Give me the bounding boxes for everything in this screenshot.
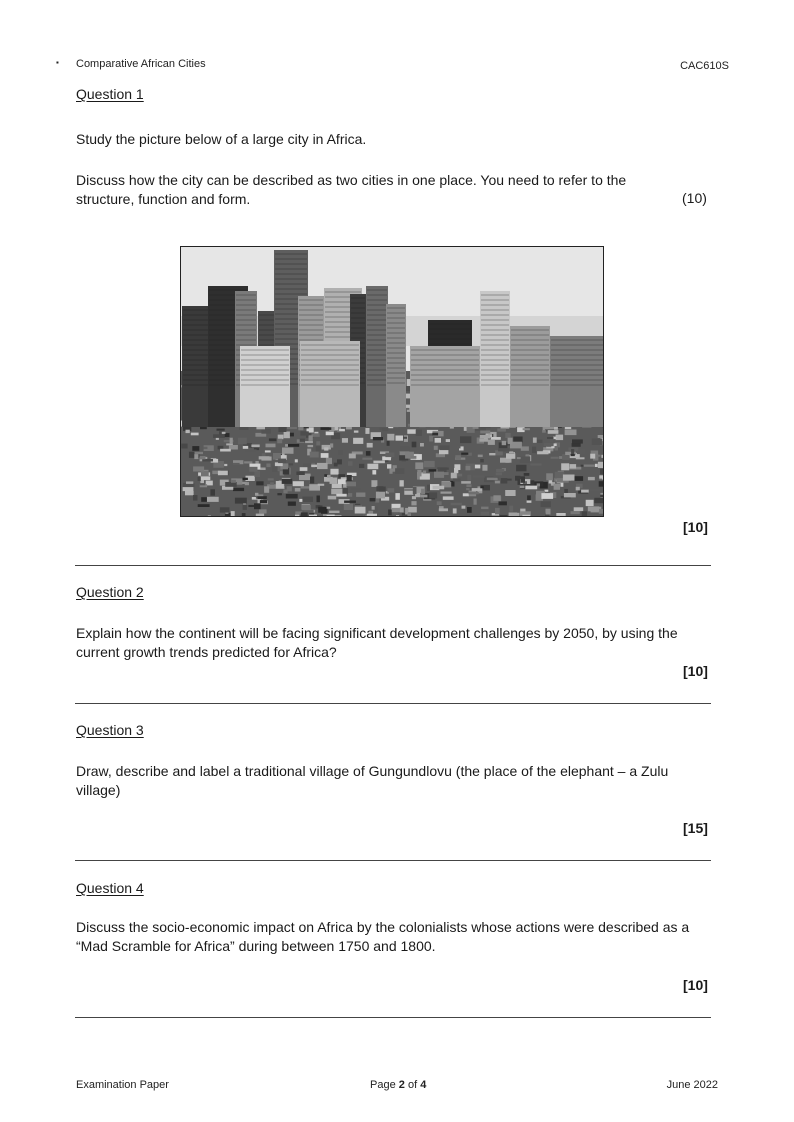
photo-tower (182, 306, 212, 427)
page-current: 2 (398, 1079, 405, 1091)
question-3-text: Draw, describe and label a traditional village of Gungundlovu (the place of the elephant – a Zulu village) (76, 763, 669, 798)
photo-tower (300, 341, 360, 427)
page-of: of (407, 1079, 418, 1091)
bullet-mark: ▪ (56, 58, 59, 67)
photo-tower (510, 326, 550, 427)
question-3-total: [15] (683, 820, 708, 836)
page-number (370, 1079, 426, 1091)
divider-1 (75, 565, 711, 566)
question-4-total: [10] (683, 977, 708, 993)
question-2-title: Question 2 (76, 584, 144, 600)
course-name: Comparative African Cities (76, 58, 206, 70)
course-code: CAC610S (680, 60, 729, 72)
divider-3 (75, 860, 711, 861)
divider-2 (75, 703, 711, 704)
question-2-text: Explain how the continent will be facing significant development challenges by 2050, by using the current growth trends predicted for Africa? (76, 625, 678, 660)
footer-date: June 2022 (666, 1079, 718, 1091)
city-photo (180, 246, 604, 517)
question-4-title: Question 4 (76, 880, 144, 896)
divider-4 (75, 1017, 711, 1018)
question-4-text: Discuss the socio-economic impact on Africa by the colonialists whose actions were described as a “Mad Scramble for Africa” during between 1750 and 1800. (76, 919, 690, 954)
footer-left: Examination Paper (76, 1079, 169, 1091)
question-3-title: Question 3 (76, 722, 144, 738)
question-1-text: Discuss how the city can be described as two cities in one place. You need to refer to the structure, function and form. (76, 172, 627, 207)
photo-tower (480, 291, 510, 427)
question-1-intro: Study the picture below of a large city in Africa. (76, 131, 367, 147)
photo-tower (386, 304, 406, 427)
photo-tower (240, 346, 290, 427)
question-1-title: Question 1 (76, 86, 144, 102)
photo-tower (410, 346, 480, 427)
photo-tower (366, 286, 388, 427)
city-photo-image (180, 246, 604, 517)
question-1-total: [10] (683, 519, 708, 535)
page-total: 4 (420, 1079, 427, 1091)
question-1-sub-marks: (10) (682, 190, 707, 206)
question-2-total: [10] (683, 663, 708, 679)
page-prefix: Page (370, 1079, 396, 1091)
